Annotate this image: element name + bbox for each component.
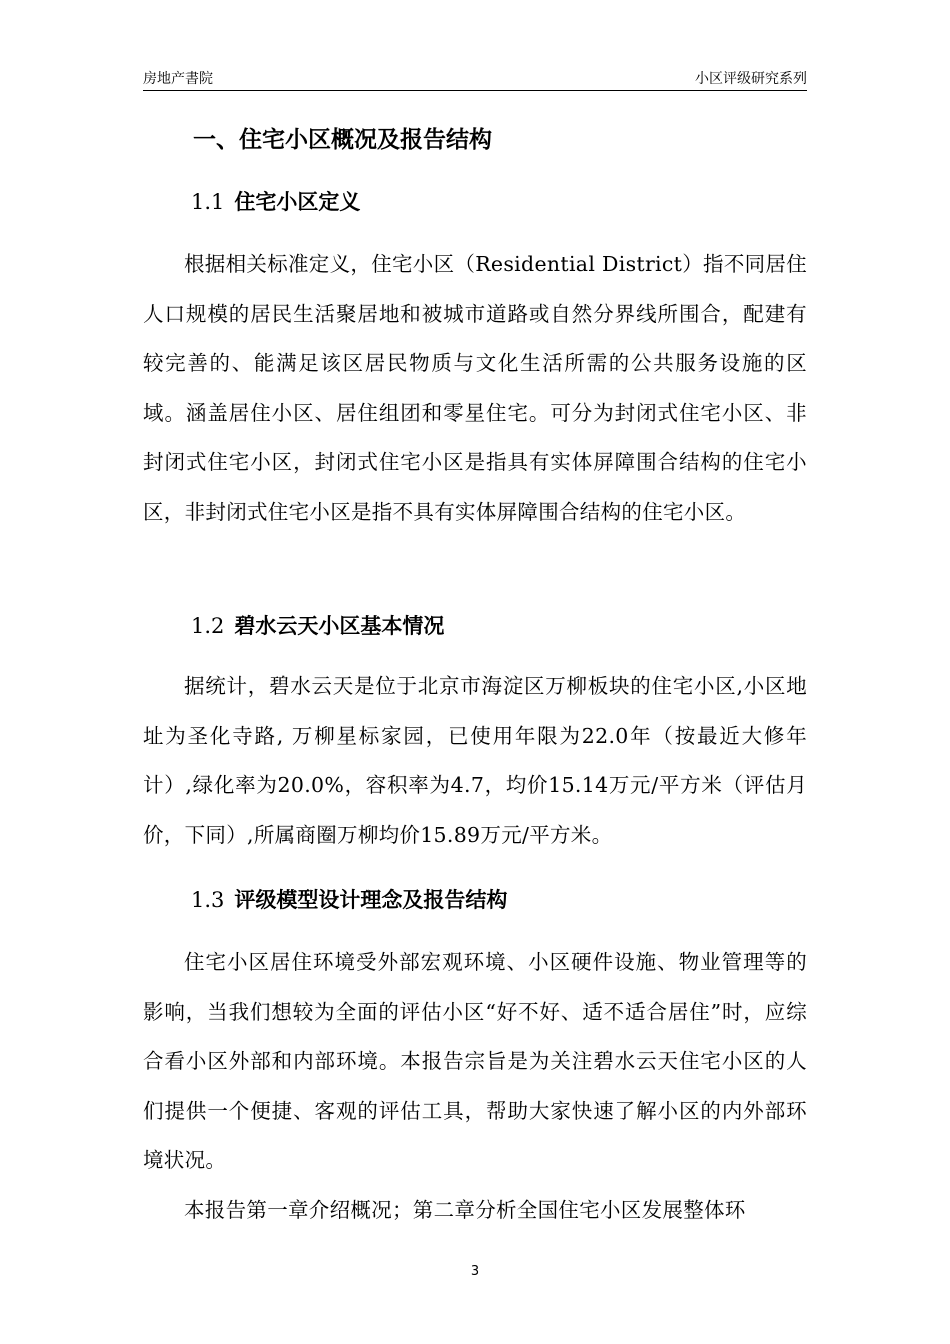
section-heading-1-1	[191, 186, 360, 216]
paragraph-report-structure: 本报告第一章介绍概况；第二章分析全国住宅小区发展整体环	[184, 1198, 746, 1222]
section-number: 1.2	[191, 614, 225, 638]
section-number: 1.1	[191, 190, 225, 214]
section-heading-1-2	[191, 610, 444, 640]
paragraph-basic-info: 据统计，碧水云天是位于北京市海淀区万柳板块的住宅小区,小区地址为圣化寺路, 万柳星标家园，已使用年限为22.0年（按最近大修年计）,绿化率为20.0%，容积率为4.7，均价15.14万元/平方米（评估月价，下同）,所属商圈万柳均价15.89万元/平方米。	[143, 674, 807, 847]
paragraph-design-concept: 住宅小区居住环境受外部宏观环境、小区硬件设施、物业管理等的影响，当我们想较为全面的评估小区“好不好、适不适合居住”时，应综合看小区外部和内部环境。本报告宗旨是为关注碧水云天住宅小区的人们提供一个便捷、客观的评估工具，帮助大家快速了解小区的内外部环境状况。	[143, 950, 807, 1172]
header-publisher: 房地产書院	[143, 71, 213, 87]
section-title: 碧水云天小区基本情况	[234, 613, 445, 638]
section-number: 1.3	[191, 888, 225, 912]
header-series: 小区评级研究系列	[695, 71, 807, 87]
section-heading-1-3	[191, 884, 507, 914]
page-number: 3	[470, 1264, 480, 1279]
page-header	[143, 68, 807, 91]
chapter-title: 一、住宅小区概况及报告结构	[193, 127, 492, 153]
paragraph-definition: 根据相关标准定义，住宅小区（Residential District）指不同居住人口规模的居民生活聚居地和被城市道路或自然分界线所围合，配建有较完善的、能满足该区居民物质与文化生活所需的公共服务设施的区域。涵盖居住小区、居住组团和零星住宅。可分为封闭式住宅小区、非封闭式住宅小区，封闭式住宅小区是指具有实体屏障围合结构的住宅小区，非封闭式住宅小区是指不具有实体屏障围合结构的住宅小区。	[143, 252, 808, 524]
section-title: 住宅小区定义	[234, 189, 361, 214]
section-title: 评级模型设计理念及报告结构	[234, 887, 508, 912]
